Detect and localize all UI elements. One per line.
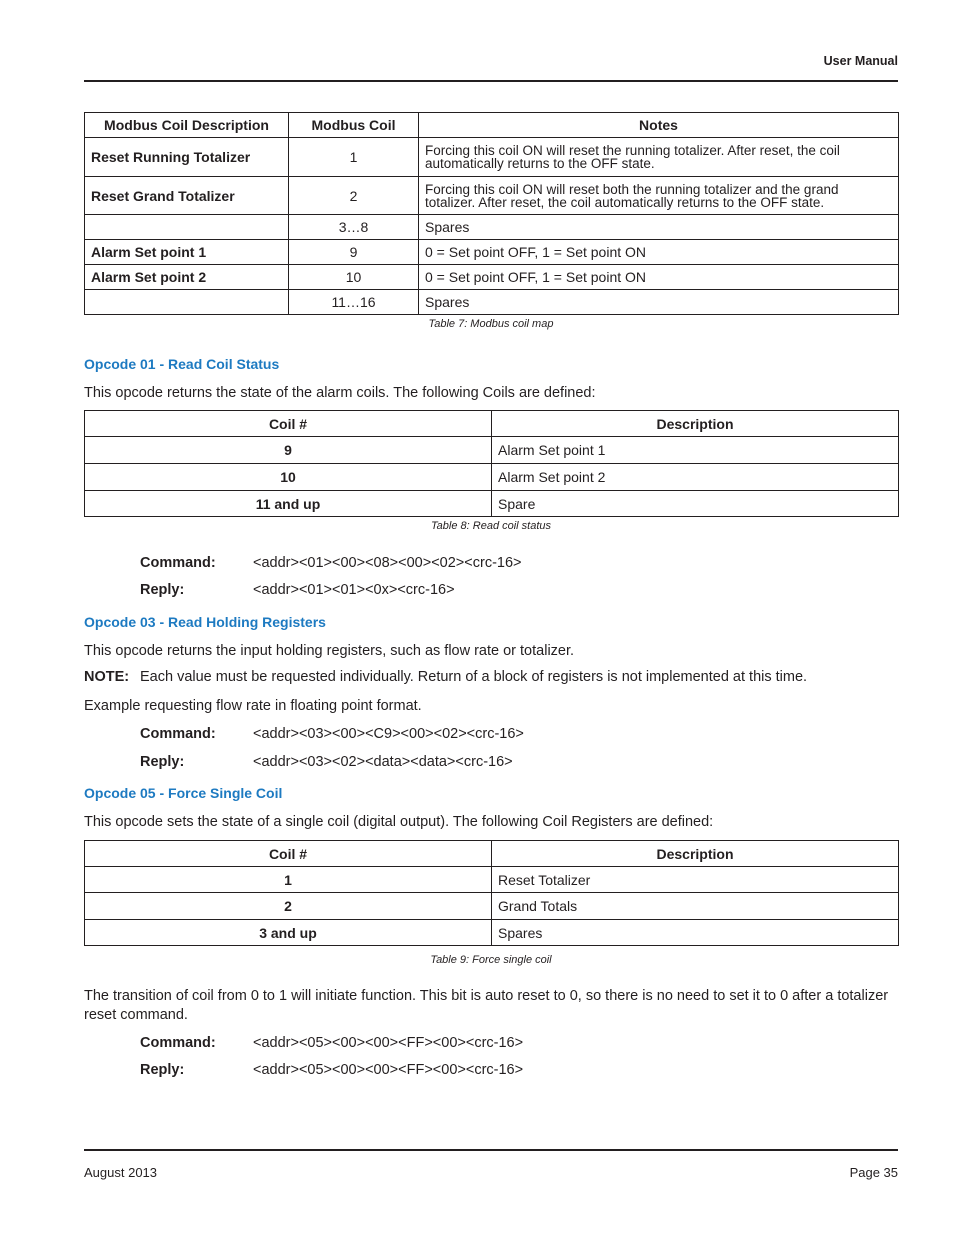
reply-label: Reply: (140, 582, 185, 598)
column-header: Modbus Coil (289, 113, 419, 138)
coil-number: 9 (85, 437, 492, 464)
column-header: Description (492, 411, 899, 437)
coil-number: 10 (85, 464, 492, 491)
modbus-coil-map-table (84, 112, 899, 315)
footer-date: August 2013 (84, 1165, 158, 1180)
table-row (85, 290, 899, 315)
command-label: Command: (140, 726, 216, 742)
table-caption: Table 9: Force single coil (430, 954, 552, 966)
footer-rule (84, 1149, 898, 1151)
table-header-row (85, 411, 899, 437)
column-header: Notes (419, 113, 899, 138)
table-row (85, 464, 899, 491)
table-row (85, 893, 899, 920)
coil-number: 11 and up (85, 491, 492, 517)
example-text: Example requesting flow rate in floating point format. (84, 698, 422, 714)
note-label: NOTE: (84, 669, 130, 685)
coil-notes: Forcing this coil ON will reset the running totalizer. After reset, the coil automatically returns to the OFF state. (419, 138, 899, 177)
reply-value: <addr><05><00><00><FF><00><crc-16> (253, 1062, 524, 1078)
table-row (85, 240, 899, 265)
coil-notes: 0 = Set point OFF, 1 = Set point ON (419, 240, 899, 265)
section-heading: Opcode 01 - Read Coil Status (84, 356, 280, 372)
reply-label: Reply: (140, 754, 185, 770)
table-row (85, 491, 899, 517)
coil-number: 1 (85, 867, 492, 893)
reply-value: <addr><03><02><data><data><crc-16> (253, 754, 513, 770)
table-header-row (85, 841, 899, 867)
column-header: Coil # (85, 411, 492, 437)
coil-description: Alarm Set point 1 (85, 240, 289, 265)
header-title: User Manual (823, 54, 898, 68)
page-number: Page 35 (849, 1165, 898, 1180)
coil-notes: Spares (419, 215, 899, 240)
coil-description: Alarm Set point 2 (492, 464, 899, 491)
table-row (85, 177, 899, 215)
coil-description (85, 290, 289, 315)
coil-description: Reset Totalizer (492, 867, 899, 893)
table-row (85, 920, 899, 946)
force-single-coil-table (84, 840, 899, 946)
coil-number: 11…16 (289, 290, 419, 315)
section-intro: This opcode returns the input holding registers, such as flow rate or totalizer. (84, 643, 575, 659)
column-header: Modbus Coil Description (85, 113, 289, 138)
table-caption: Table 7: Modbus coil map (428, 318, 554, 330)
coil-description: Alarm Set point 2 (85, 265, 289, 290)
coil-description: Reset Running Totalizer (85, 138, 289, 177)
coil-number: 3 and up (85, 920, 492, 946)
command-value: <addr><01><00><08><00><02><crc-16> (253, 555, 522, 571)
reply-value: <addr><01><01><0x><crc-16> (253, 582, 455, 598)
table-caption: Table 8: Read coil status (430, 520, 552, 532)
table-row (85, 437, 899, 464)
command-value: <addr><05><00><00><FF><00><crc-16> (253, 1035, 524, 1051)
header-rule (84, 80, 898, 82)
table-header-row (85, 113, 899, 138)
column-header: Coil # (85, 841, 492, 867)
read-coil-status-table (84, 410, 899, 517)
section-intro: This opcode returns the state of the alarm coils. The following Coils are defined: (84, 385, 596, 401)
table-row (85, 867, 899, 893)
coil-notes: Spares (419, 290, 899, 315)
coil-description: Grand Totals (492, 893, 899, 920)
coil-description: Reset Grand Totalizer (85, 177, 289, 215)
section-heading: Opcode 03 - Read Holding Registers (84, 614, 326, 630)
coil-description (85, 215, 289, 240)
reply-label: Reply: (140, 1062, 185, 1078)
transition-text: The transition of coil from 0 to 1 will initiate function. This bit is auto reset to 0, so there is no need to set it to 0 after a totalizer reset command. (84, 988, 889, 1023)
command-label: Command: (140, 1035, 216, 1051)
coil-number: 9 (289, 240, 419, 265)
command-value: <addr><03><00><C9><00><02><crc-16> (253, 726, 524, 742)
coil-number: 2 (289, 177, 419, 215)
coil-notes: Forcing this coil ON will reset both the running totalizer and the grand totalizer. After reset, the coil automatically returns to the OFF state. (419, 177, 899, 215)
coil-description: Spares (492, 920, 899, 946)
coil-description: Spare (492, 491, 899, 517)
coil-number: 3…8 (289, 215, 419, 240)
coil-number: 2 (85, 893, 492, 920)
column-header: Description (492, 841, 899, 867)
section-intro: This opcode sets the state of a single coil (digital output). The following Coil Registers are defined: (84, 814, 714, 830)
note-text: Each value must be requested individually. Return of a block of registers is not implemented at this time. (140, 669, 808, 685)
section-heading: Opcode 05 - Force Single Coil (84, 785, 283, 801)
coil-notes: 0 = Set point OFF, 1 = Set point ON (419, 265, 899, 290)
coil-description: Alarm Set point 1 (492, 437, 899, 464)
table-row (85, 138, 899, 177)
coil-number: 1 (289, 138, 419, 177)
command-label: Command: (140, 555, 216, 571)
coil-number: 10 (289, 265, 419, 290)
table-row (85, 265, 899, 290)
table-row (85, 215, 899, 240)
